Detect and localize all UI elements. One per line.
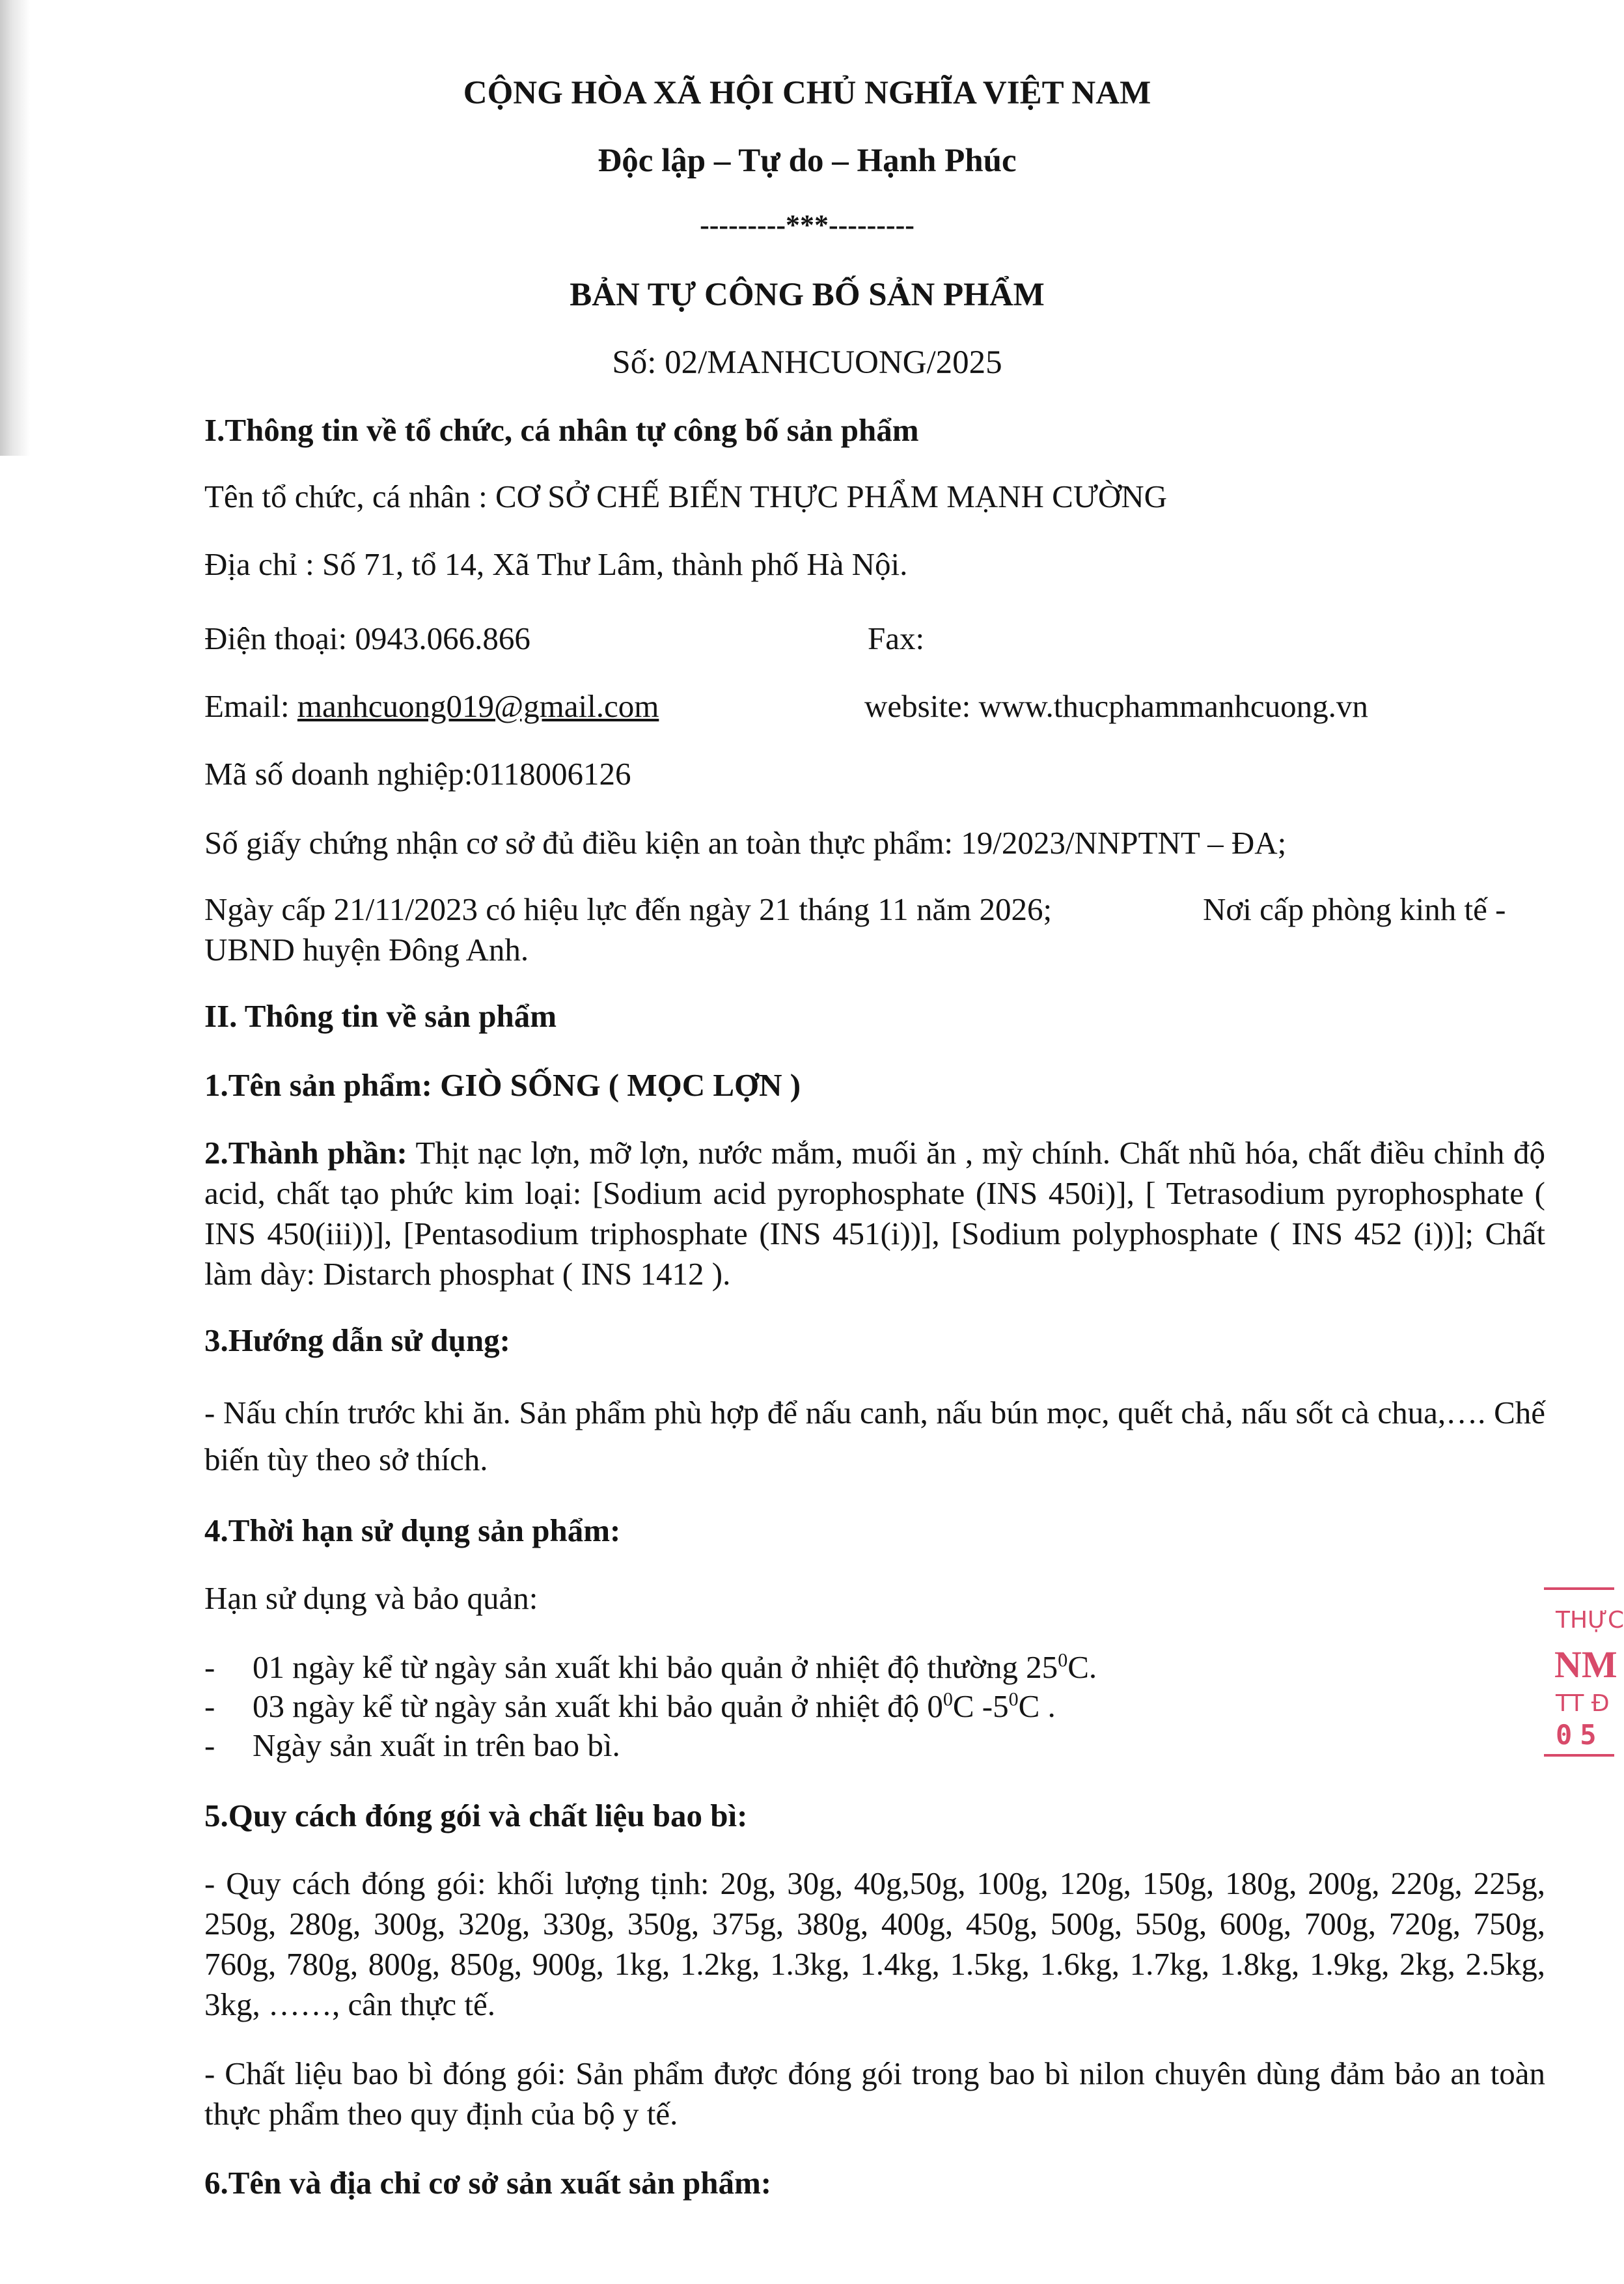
- org-name: Tên tổ chức, cá nhân : CƠ SỞ CHẾ BIẾN THỰC PHẨM MẠNH CƯỜNG: [204, 479, 1168, 514]
- stamp-text-4: 05: [1556, 1719, 1604, 1751]
- packaging-material: - Chất liệu bao bì đóng gói: Sản phẩm được đóng gói trong bao bì nilon chuyên dùng đảm bảo an toàn thực phẩm theo quy định của bộ y tế.: [204, 2055, 1545, 2132]
- stamp-rule-top: [1544, 1587, 1614, 1590]
- usage-text: - Nấu chín trước khi ăn. Sản phẩm phù hợp để nấu canh, nấu bún mọc, quết chả, nấu sốt cà chua,…. Chế biến tùy theo sở thích.: [204, 1395, 1545, 1477]
- motto: Độc lập – Tự do – Hạnh Phúc: [598, 143, 1017, 179]
- ingredients: [204, 1133, 1545, 1294]
- packaging-heading: 5.Quy cách đóng gói và chất liệu bao bì:: [204, 1798, 748, 1833]
- shelf-life-bullet-3: - Ngày sản xuất in trên bao bì.: [204, 1725, 620, 1766]
- phone: Điện thoại: 0943.066.866: [204, 620, 530, 656]
- website: website: www.thucphammanhcuong.vn: [864, 688, 1368, 724]
- shelf-life-heading: 4.Thời hạn sử dụng sản phẩm:: [204, 1512, 621, 1548]
- document-title: BẢN TỰ CÔNG BỐ SẢN PHẨM: [570, 277, 1045, 313]
- section1-heading: I.Thông tin về tổ chức, cá nhân tự công bố sản phẩm: [204, 412, 919, 448]
- red-stamp: [1544, 1581, 1624, 1760]
- product-name: 1.Tên sản phẩm: GIÒ SỐNG ( MỌC LỢN ): [204, 1067, 801, 1103]
- bullet-dash: -: [204, 1649, 215, 1685]
- packaging-sizes: - Quy cách đóng gói: khối lượng tịnh: 20g, 30g, 40g,50g, 100g, 120g, 150g, 180g, 200g, 220g, 225g, 250g, 280g, 300g, 320g, 330g, 350g, 375g, 380g, 400g, 450g, 500g, 550g, 600g, 700g, 720g, 750g, 760g, 780g, 800g, 850g, 900g, 1kg, 1.2kg, 1.3kg, 1.4kg, 1.5kg, 1.6kg, 1.7kg, 1.8kg, 1.9kg, 2kg, 2.5kg, 3kg, ……, cân thực tế.: [204, 1865, 1545, 2022]
- shelf-life-bullet-2: - 03 ngày kể từ ngày sản xuất khi bảo quản ở nhiệt độ $0^0C$ $-5^0C$ .: [204, 1686, 1056, 1727]
- ingredients-text: Thịt nạc lợn, mỡ lợn, nước mắm, muối ăn , mỳ chính. Chất nhũ hóa, chất điều chỉnh độ acid, chất tạo phức kim loại: [Sodium acid pyrophosphate (INS 450i)], [ Tetrasodium pyrophosphate ( INS 450(iii))], [Pentasodium triphosphate (INS 451(i))], [Sodium polyphosphate ( INS 452 (i))]; Chất làm dày: Distarch phosphat ( INS 1412 ).: [204, 1135, 1545, 1292]
- ingredients-label: 2.Thành phần:: [204, 1135, 407, 1171]
- stamp-text-1: THỰC: [1556, 1607, 1624, 1634]
- document-number: Số: 02/MANHCUONG/2025: [612, 344, 1002, 381]
- producer-heading: 6.Tên và địa chỉ cơ sở sản xuất sản phẩm:: [204, 2165, 772, 2201]
- business-code: Mã số doanh nghiệp:0118006126: [204, 756, 631, 792]
- usage-heading: 3.Hướng dẫn sử dụng:: [204, 1322, 510, 1358]
- section2-heading: II. Thông tin về sản phẩm: [204, 998, 557, 1034]
- stamp-rule-bottom: [1544, 1754, 1614, 1757]
- separator: ---------***---------: [700, 209, 915, 241]
- email-label: Email:: [204, 688, 297, 724]
- email-link[interactable]: manhcuong019@gmail.com: [297, 688, 659, 724]
- stamp-text-3: TT Đ: [1556, 1690, 1610, 1717]
- stamp-text-2: NM: [1554, 1643, 1617, 1686]
- shelf-life-bullet-1: - 01 ngày kể từ ngày sản xuất khi bảo quản ở nhiệt độ thường $25^0C$.: [204, 1647, 1097, 1688]
- country-heading: CỘNG HÒA XÃ HỘI CHỦ NGHĨA VIỆT NAM: [463, 75, 1151, 111]
- issue-authority: UBND huyện Đông Anh.: [204, 932, 529, 968]
- fax: Fax:: [868, 620, 925, 656]
- bullet-dash: -: [204, 1688, 215, 1724]
- shelf-life-intro: Hạn sử dụng và bảo quản:: [204, 1580, 538, 1616]
- certificate-number: Số giấy chứng nhận cơ sở đủ điều kiện an toàn thực phẩm: 19/2023/NNPTNT – ĐA;: [204, 825, 1287, 861]
- issue-date: Ngày cấp 21/11/2023 có hiệu lực đến ngày 21 tháng 11 năm 2026;: [204, 891, 1053, 927]
- issue-place: Nơi cấp phòng kinh tế -: [1203, 891, 1506, 927]
- address: Địa chỉ : Số 71, tổ 14, Xã Thư Lâm, thành phố Hà Nội.: [204, 546, 908, 582]
- bullet-dash: -: [204, 1727, 215, 1763]
